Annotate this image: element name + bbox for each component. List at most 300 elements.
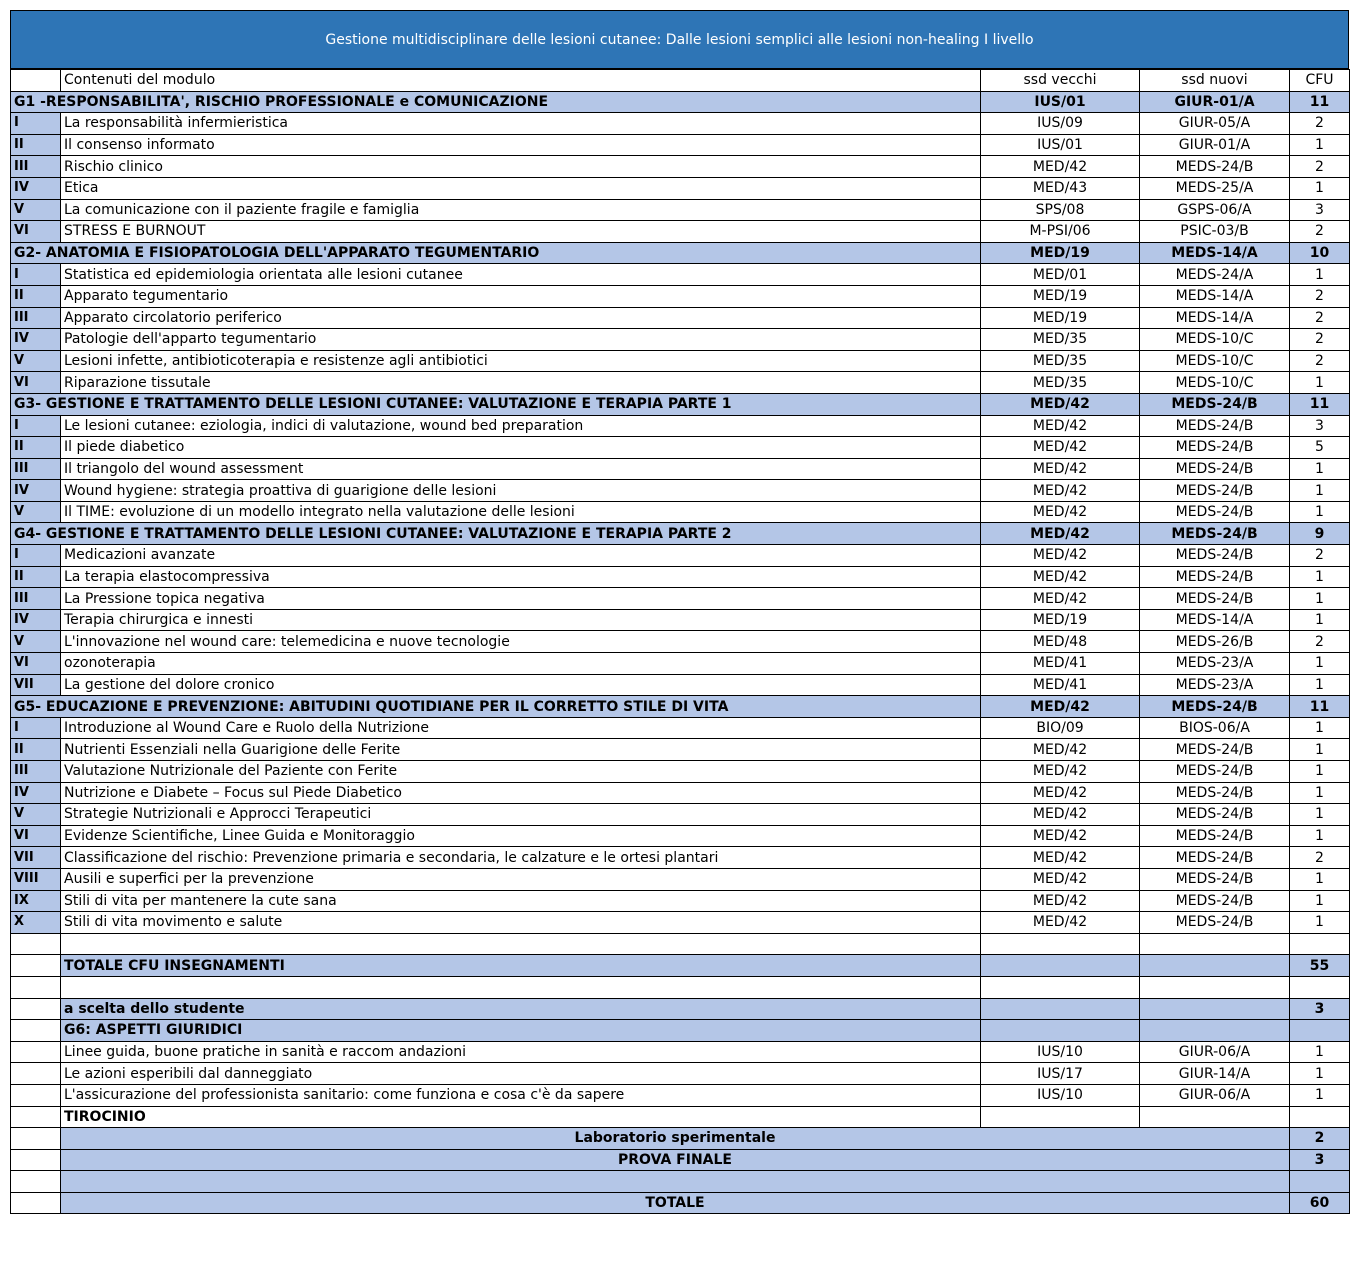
cfu-cell: 1 bbox=[1290, 739, 1350, 761]
row-label: Lesioni infette, antibioticoterapia e resistenze agli antibiotici bbox=[61, 350, 981, 372]
ssd-vecchi-cell: MED/42 bbox=[981, 761, 1140, 783]
ssd-vecchi-cell: MED/42 bbox=[981, 868, 1140, 890]
row-label: Stili di vita movimento e salute bbox=[61, 912, 981, 934]
table-row bbox=[11, 588, 1350, 610]
ssd-nuovi-cell: PSIC-03/B bbox=[1140, 221, 1290, 243]
row-label: Medicazioni avanzate bbox=[61, 545, 981, 567]
cfu-cell: 2 bbox=[1290, 350, 1350, 372]
ssd-vecchi-cell: MED/42 bbox=[981, 393, 1140, 415]
table-row bbox=[11, 1192, 1350, 1214]
row-label: STRESS E BURNOUT bbox=[61, 221, 981, 243]
table-row bbox=[11, 415, 1350, 437]
ssd-vecchi-cell: MED/43 bbox=[981, 177, 1140, 199]
table-row bbox=[11, 804, 1350, 826]
cfu-cell bbox=[1290, 1171, 1350, 1193]
ssd-vecchi-cell bbox=[981, 1106, 1140, 1128]
cfu-cell: 1 bbox=[1290, 761, 1350, 783]
row-number: X bbox=[11, 912, 61, 934]
cfu-cell bbox=[1290, 933, 1350, 955]
ssd-nuovi-cell: MEDS-14/A bbox=[1140, 285, 1290, 307]
table-row bbox=[11, 1171, 1350, 1193]
row-label: L'innovazione nel wound care: telemedicina e nuove tecnologie bbox=[61, 631, 981, 653]
ssd-nuovi-cell bbox=[1140, 1106, 1290, 1128]
row-number: VI bbox=[11, 653, 61, 675]
row-label bbox=[61, 976, 981, 998]
table-row bbox=[11, 242, 1350, 264]
row-number: IV bbox=[11, 782, 61, 804]
table-row bbox=[11, 825, 1350, 847]
ssd-nuovi-cell: MEDS-24/A bbox=[1140, 264, 1290, 286]
table-row bbox=[11, 1063, 1350, 1085]
table-row bbox=[11, 350, 1350, 372]
header-ssd-vecchi: ssd vecchi bbox=[981, 70, 1140, 92]
table-row bbox=[11, 480, 1350, 502]
row-label: La Pressione topica negativa bbox=[61, 588, 981, 610]
ssd-nuovi-cell bbox=[1140, 955, 1290, 977]
cfu-cell bbox=[1290, 1106, 1350, 1128]
ssd-nuovi-cell: MEDS-10/C bbox=[1140, 372, 1290, 394]
ssd-vecchi-cell: MED/35 bbox=[981, 329, 1140, 351]
ssd-nuovi-cell: BIOS-06/A bbox=[1140, 717, 1290, 739]
ssd-nuovi-cell: GIUR-06/A bbox=[1140, 1041, 1290, 1063]
table-row bbox=[11, 199, 1350, 221]
row-label: Ausili e superfici per la prevenzione bbox=[61, 868, 981, 890]
row-number: II bbox=[11, 134, 61, 156]
cfu-cell: 1 bbox=[1290, 609, 1350, 631]
row-label: L'assicurazione del professionista sanitario: come funziona e cosa c'è da sapere bbox=[61, 1084, 981, 1106]
ssd-vecchi-cell: MED/42 bbox=[981, 847, 1140, 869]
cfu-cell: 1 bbox=[1290, 134, 1350, 156]
row-number: VII bbox=[11, 674, 61, 696]
ssd-nuovi-cell: MEDS-26/B bbox=[1140, 631, 1290, 653]
cfu-cell bbox=[1290, 1020, 1350, 1042]
ssd-vecchi-cell: IUS/10 bbox=[981, 1084, 1140, 1106]
row-label: La responsabilità infermieristica bbox=[61, 113, 981, 135]
header-ssd-nuovi: ssd nuovi bbox=[1140, 70, 1290, 92]
row-number bbox=[11, 955, 61, 977]
row-label: Il consenso informato bbox=[61, 134, 981, 156]
row-label: Wound hygiene: strategia proattiva di guarigione delle lesioni bbox=[61, 480, 981, 502]
row-label: Rischio clinico bbox=[61, 156, 981, 178]
table-row bbox=[11, 393, 1350, 415]
row-number: III bbox=[11, 588, 61, 610]
table-row bbox=[11, 933, 1350, 955]
cfu-cell: 9 bbox=[1290, 523, 1350, 545]
row-label: G5- EDUCAZIONE E PREVENZIONE: ABITUDINI QUOTIDIANE PER IL CORRETTO STILE DI VITA bbox=[11, 696, 981, 718]
row-number: III bbox=[11, 458, 61, 480]
ssd-vecchi-cell: IUS/01 bbox=[981, 91, 1140, 113]
ssd-vecchi-cell: SPS/08 bbox=[981, 199, 1140, 221]
ssd-nuovi-cell: MEDS-24/B bbox=[1140, 523, 1290, 545]
row-label: Il TIME: evoluzione di un modello integrato nella valutazione delle lesioni bbox=[61, 501, 981, 523]
row-label: La comunicazione con il paziente fragile e famiglia bbox=[61, 199, 981, 221]
ssd-nuovi-cell: MEDS-24/B bbox=[1140, 566, 1290, 588]
table-row bbox=[11, 113, 1350, 135]
table-row bbox=[11, 221, 1350, 243]
ssd-vecchi-cell bbox=[981, 998, 1140, 1020]
row-label: Stili di vita per mantenere la cute sana bbox=[61, 890, 981, 912]
row-number: VI bbox=[11, 221, 61, 243]
row-label: TOTALE bbox=[61, 1192, 1290, 1214]
ssd-vecchi-cell: MED/42 bbox=[981, 588, 1140, 610]
ssd-nuovi-cell: GSPS-06/A bbox=[1140, 199, 1290, 221]
ssd-nuovi-cell: MEDS-24/B bbox=[1140, 890, 1290, 912]
ssd-nuovi-cell: MEDS-24/B bbox=[1140, 739, 1290, 761]
ssd-vecchi-cell bbox=[981, 976, 1140, 998]
cfu-cell: 5 bbox=[1290, 437, 1350, 459]
table-row bbox=[11, 631, 1350, 653]
cfu-cell: 1 bbox=[1290, 177, 1350, 199]
ssd-vecchi-cell: MED/42 bbox=[981, 825, 1140, 847]
ssd-vecchi-cell: MED/19 bbox=[981, 242, 1140, 264]
table-row bbox=[11, 329, 1350, 351]
ssd-nuovi-cell: GIUR-14/A bbox=[1140, 1063, 1290, 1085]
table-row bbox=[11, 264, 1350, 286]
row-number: II bbox=[11, 285, 61, 307]
ssd-vecchi-cell: MED/19 bbox=[981, 609, 1140, 631]
ssd-vecchi-cell: MED/41 bbox=[981, 674, 1140, 696]
table-row bbox=[11, 437, 1350, 459]
table-row bbox=[11, 1106, 1350, 1128]
ssd-nuovi-cell: GIUR-06/A bbox=[1140, 1084, 1290, 1106]
row-number: IV bbox=[11, 177, 61, 199]
header-cfu: CFU bbox=[1290, 70, 1350, 92]
row-number: III bbox=[11, 307, 61, 329]
ssd-vecchi-cell: BIO/09 bbox=[981, 717, 1140, 739]
row-number: V bbox=[11, 804, 61, 826]
row-label: Il piede diabetico bbox=[61, 437, 981, 459]
row-label: La gestione del dolore cronico bbox=[61, 674, 981, 696]
row-label: TIROCINIO bbox=[61, 1106, 981, 1128]
row-number: VIII bbox=[11, 868, 61, 890]
row-label: a scelta dello studente bbox=[61, 998, 981, 1020]
ssd-nuovi-cell bbox=[1140, 998, 1290, 1020]
ssd-vecchi-cell: M-PSI/06 bbox=[981, 221, 1140, 243]
ssd-nuovi-cell: MEDS-24/B bbox=[1140, 393, 1290, 415]
ssd-nuovi-cell: MEDS-25/A bbox=[1140, 177, 1290, 199]
row-number: VII bbox=[11, 847, 61, 869]
cfu-cell: 1 bbox=[1290, 782, 1350, 804]
cfu-cell: 1 bbox=[1290, 458, 1350, 480]
row-label: Valutazione Nutrizionale del Paziente con Ferite bbox=[61, 761, 981, 783]
row-label: Classificazione del rischio: Prevenzione primaria e secondaria, le calzature e le ortesi plantari bbox=[61, 847, 981, 869]
cfu-cell: 2 bbox=[1290, 329, 1350, 351]
row-label: G6: ASPETTI GIURIDICI bbox=[61, 1020, 981, 1042]
row-number: V bbox=[11, 631, 61, 653]
row-label: Linee guida, buone pratiche in sanità e raccom andazioni bbox=[61, 1041, 981, 1063]
ssd-nuovi-cell: MEDS-24/B bbox=[1140, 696, 1290, 718]
ssd-nuovi-cell: MEDS-24/B bbox=[1140, 804, 1290, 826]
row-number: II bbox=[11, 437, 61, 459]
cfu-cell: 2 bbox=[1290, 285, 1350, 307]
ssd-vecchi-cell: IUS/09 bbox=[981, 113, 1140, 135]
ssd-vecchi-cell: MED/42 bbox=[981, 437, 1140, 459]
ssd-nuovi-cell bbox=[1140, 976, 1290, 998]
cfu-cell: 2 bbox=[1290, 1128, 1350, 1150]
table-row bbox=[11, 458, 1350, 480]
row-number: V bbox=[11, 350, 61, 372]
row-label: ozonoterapia bbox=[61, 653, 981, 675]
ssd-nuovi-cell: MEDS-24/B bbox=[1140, 761, 1290, 783]
ssd-nuovi-cell: MEDS-24/B bbox=[1140, 868, 1290, 890]
ssd-nuovi-cell: MEDS-24/B bbox=[1140, 501, 1290, 523]
cfu-cell bbox=[1290, 976, 1350, 998]
row-number: VI bbox=[11, 372, 61, 394]
row-number: V bbox=[11, 501, 61, 523]
row-label: Strategie Nutrizionali e Approcci Terapeutici bbox=[61, 804, 981, 826]
row-label: Le lesioni cutanee: eziologia, indici di valutazione, wound bed preparation bbox=[61, 415, 981, 437]
cfu-cell: 2 bbox=[1290, 113, 1350, 135]
cfu-cell: 1 bbox=[1290, 264, 1350, 286]
cfu-cell: 11 bbox=[1290, 696, 1350, 718]
row-label: G3- GESTIONE E TRATTAMENTO DELLE LESIONI CUTANEE: VALUTAZIONE E TERAPIA PARTE 1 bbox=[11, 393, 981, 415]
table-row bbox=[11, 912, 1350, 934]
ssd-vecchi-cell bbox=[981, 955, 1140, 977]
row-number: IX bbox=[11, 890, 61, 912]
ssd-vecchi-cell: MED/42 bbox=[981, 890, 1140, 912]
cfu-cell: 1 bbox=[1290, 1041, 1350, 1063]
ssd-vecchi-cell: IUS/17 bbox=[981, 1063, 1140, 1085]
ssd-nuovi-cell: MEDS-24/B bbox=[1140, 912, 1290, 934]
row-label: Introduzione al Wound Care e Ruolo della Nutrizione bbox=[61, 717, 981, 739]
table-row bbox=[11, 653, 1350, 675]
ssd-nuovi-cell: GIUR-05/A bbox=[1140, 113, 1290, 135]
table-row bbox=[11, 868, 1350, 890]
header-num bbox=[11, 70, 61, 92]
row-number bbox=[11, 1084, 61, 1106]
row-label: Etica bbox=[61, 177, 981, 199]
row-number bbox=[11, 933, 61, 955]
row-number bbox=[11, 998, 61, 1020]
ssd-vecchi-cell: MED/41 bbox=[981, 653, 1140, 675]
cfu-cell: 3 bbox=[1290, 415, 1350, 437]
table-row bbox=[11, 609, 1350, 631]
table-row bbox=[11, 566, 1350, 588]
row-number bbox=[11, 1106, 61, 1128]
ssd-vecchi-cell: MED/42 bbox=[981, 545, 1140, 567]
table-row bbox=[11, 1020, 1350, 1042]
ssd-vecchi-cell: MED/01 bbox=[981, 264, 1140, 286]
ssd-vecchi-cell: IUS/01 bbox=[981, 134, 1140, 156]
ssd-nuovi-cell bbox=[1140, 933, 1290, 955]
header-row bbox=[11, 70, 1350, 92]
row-label: TOTALE CFU INSEGNAMENTI bbox=[61, 955, 981, 977]
row-number: I bbox=[11, 415, 61, 437]
ssd-vecchi-cell: MED/42 bbox=[981, 912, 1140, 934]
cfu-cell: 3 bbox=[1290, 199, 1350, 221]
table-row bbox=[11, 372, 1350, 394]
row-label: Patologie dell'apparto tegumentario bbox=[61, 329, 981, 351]
row-number bbox=[11, 976, 61, 998]
ssd-nuovi-cell: MEDS-24/B bbox=[1140, 782, 1290, 804]
ssd-nuovi-cell: MEDS-10/C bbox=[1140, 329, 1290, 351]
cfu-cell: 55 bbox=[1290, 955, 1350, 977]
table-row bbox=[11, 955, 1350, 977]
cfu-cell: 1 bbox=[1290, 912, 1350, 934]
ssd-nuovi-cell: GIUR-01/A bbox=[1140, 134, 1290, 156]
ssd-nuovi-cell: MEDS-14/A bbox=[1140, 242, 1290, 264]
ssd-nuovi-cell: MEDS-14/A bbox=[1140, 609, 1290, 631]
ssd-vecchi-cell: MED/42 bbox=[981, 739, 1140, 761]
ssd-vecchi-cell: MED/42 bbox=[981, 523, 1140, 545]
table-row bbox=[11, 739, 1350, 761]
ssd-nuovi-cell: MEDS-24/B bbox=[1140, 825, 1290, 847]
row-label: G4- GESTIONE E TRATTAMENTO DELLE LESIONI CUTANEE: VALUTAZIONE E TERAPIA PARTE 2 bbox=[11, 523, 981, 545]
row-number: VI bbox=[11, 825, 61, 847]
cfu-cell: 2 bbox=[1290, 631, 1350, 653]
row-label: Nutrizione e Diabete – Focus sul Piede Diabetico bbox=[61, 782, 981, 804]
row-label: Nutrienti Essenziali nella Guarigione delle Ferite bbox=[61, 739, 981, 761]
ssd-nuovi-cell: MEDS-23/A bbox=[1140, 653, 1290, 675]
row-number: I bbox=[11, 264, 61, 286]
cfu-cell: 10 bbox=[1290, 242, 1350, 264]
table-row bbox=[11, 501, 1350, 523]
ssd-vecchi-cell: MED/42 bbox=[981, 480, 1140, 502]
table-row bbox=[11, 1149, 1350, 1171]
cfu-cell: 2 bbox=[1290, 307, 1350, 329]
table-row bbox=[11, 976, 1350, 998]
ssd-nuovi-cell: MEDS-14/A bbox=[1140, 307, 1290, 329]
table-row bbox=[11, 782, 1350, 804]
ssd-nuovi-cell: MEDS-24/B bbox=[1140, 847, 1290, 869]
table-row bbox=[11, 696, 1350, 718]
row-number: I bbox=[11, 717, 61, 739]
row-number bbox=[11, 1171, 61, 1193]
table-row bbox=[11, 156, 1350, 178]
table-row bbox=[11, 177, 1350, 199]
ssd-vecchi-cell: MED/42 bbox=[981, 501, 1140, 523]
row-number: I bbox=[11, 545, 61, 567]
row-number: III bbox=[11, 156, 61, 178]
ssd-vecchi-cell: MED/42 bbox=[981, 566, 1140, 588]
table-row bbox=[11, 545, 1350, 567]
row-number: III bbox=[11, 761, 61, 783]
row-label: Il triangolo del wound assessment bbox=[61, 458, 981, 480]
cfu-cell: 11 bbox=[1290, 393, 1350, 415]
row-number: II bbox=[11, 566, 61, 588]
row-label: Apparato tegumentario bbox=[61, 285, 981, 307]
table-row bbox=[11, 998, 1350, 1020]
cfu-cell: 1 bbox=[1290, 717, 1350, 739]
row-label: G1 -RESPONSABILITA', RISCHIO PROFESSIONALE e COMUNICAZIONE bbox=[11, 91, 981, 113]
cfu-cell: 1 bbox=[1290, 501, 1350, 523]
row-number bbox=[11, 1192, 61, 1214]
cfu-cell: 1 bbox=[1290, 566, 1350, 588]
ssd-nuovi-cell: MEDS-24/B bbox=[1140, 437, 1290, 459]
ssd-vecchi-cell: MED/42 bbox=[981, 804, 1140, 826]
row-number bbox=[11, 1020, 61, 1042]
ssd-vecchi-cell: MED/42 bbox=[981, 782, 1140, 804]
row-number bbox=[11, 1128, 61, 1150]
ssd-nuovi-cell: MEDS-24/B bbox=[1140, 156, 1290, 178]
ssd-nuovi-cell: MEDS-10/C bbox=[1140, 350, 1290, 372]
row-label: Laboratorio sperimentale bbox=[61, 1128, 1290, 1150]
curriculum-table bbox=[10, 69, 1350, 1214]
row-label bbox=[61, 933, 981, 955]
table-row bbox=[11, 134, 1350, 156]
row-label: PROVA FINALE bbox=[61, 1149, 1290, 1171]
row-label: Terapia chirurgica e innesti bbox=[61, 609, 981, 631]
cfu-cell: 11 bbox=[1290, 91, 1350, 113]
ssd-vecchi-cell: MED/42 bbox=[981, 156, 1140, 178]
cfu-cell: 1 bbox=[1290, 890, 1350, 912]
row-label: Apparato circolatorio periferico bbox=[61, 307, 981, 329]
cfu-cell: 1 bbox=[1290, 674, 1350, 696]
ssd-vecchi-cell: MED/19 bbox=[981, 307, 1140, 329]
cfu-cell: 2 bbox=[1290, 221, 1350, 243]
table-row bbox=[11, 890, 1350, 912]
row-label: Statistica ed epidemiologia orientata alle lesioni cutanee bbox=[61, 264, 981, 286]
ssd-vecchi-cell: MED/42 bbox=[981, 458, 1140, 480]
cfu-cell: 1 bbox=[1290, 1063, 1350, 1085]
table-title: Gestione multidisciplinare delle lesioni cutanee: Dalle lesioni semplici alle lesioni non-healing I livello bbox=[10, 10, 1349, 69]
row-number: V bbox=[11, 199, 61, 221]
row-number: IV bbox=[11, 329, 61, 351]
cfu-cell: 1 bbox=[1290, 1084, 1350, 1106]
row-number bbox=[11, 1149, 61, 1171]
table-row bbox=[11, 1084, 1350, 1106]
table-row bbox=[11, 761, 1350, 783]
table-row bbox=[11, 1041, 1350, 1063]
ssd-nuovi-cell: MEDS-24/B bbox=[1140, 545, 1290, 567]
ssd-vecchi-cell: MED/42 bbox=[981, 415, 1140, 437]
row-number: IV bbox=[11, 609, 61, 631]
cfu-cell: 2 bbox=[1290, 156, 1350, 178]
row-number: I bbox=[11, 113, 61, 135]
ssd-nuovi-cell: MEDS-24/B bbox=[1140, 588, 1290, 610]
ssd-nuovi-cell: MEDS-24/B bbox=[1140, 415, 1290, 437]
ssd-nuovi-cell: GIUR-01/A bbox=[1140, 91, 1290, 113]
row-label: G2- ANATOMIA E FISIOPATOLOGIA DELL'APPARATO TEGUMENTARIO bbox=[11, 242, 981, 264]
row-label bbox=[61, 1171, 1290, 1193]
row-label: Le azioni esperibili dal danneggiato bbox=[61, 1063, 981, 1085]
cfu-cell: 2 bbox=[1290, 545, 1350, 567]
table-row bbox=[11, 1128, 1350, 1150]
ssd-vecchi-cell: MED/35 bbox=[981, 372, 1140, 394]
cfu-cell: 1 bbox=[1290, 804, 1350, 826]
ssd-nuovi-cell: MEDS-24/B bbox=[1140, 458, 1290, 480]
ssd-vecchi-cell: MED/42 bbox=[981, 696, 1140, 718]
cfu-cell: 3 bbox=[1290, 1149, 1350, 1171]
row-label: Evidenze Scientifiche, Linee Guida e Monitoraggio bbox=[61, 825, 981, 847]
table-row bbox=[11, 674, 1350, 696]
cfu-cell: 1 bbox=[1290, 372, 1350, 394]
table-row bbox=[11, 285, 1350, 307]
cfu-cell: 2 bbox=[1290, 847, 1350, 869]
ssd-vecchi-cell: MED/35 bbox=[981, 350, 1140, 372]
cfu-cell: 1 bbox=[1290, 868, 1350, 890]
ssd-vecchi-cell bbox=[981, 933, 1140, 955]
ssd-vecchi-cell: IUS/10 bbox=[981, 1041, 1140, 1063]
cfu-cell: 1 bbox=[1290, 588, 1350, 610]
cfu-cell: 3 bbox=[1290, 998, 1350, 1020]
cfu-cell: 1 bbox=[1290, 653, 1350, 675]
ssd-vecchi-cell: MED/19 bbox=[981, 285, 1140, 307]
spreadsheet bbox=[10, 10, 1349, 1214]
row-number bbox=[11, 1063, 61, 1085]
table-row bbox=[11, 717, 1350, 739]
row-label: Riparazione tissutale bbox=[61, 372, 981, 394]
table-row bbox=[11, 307, 1350, 329]
row-number bbox=[11, 1041, 61, 1063]
table-row bbox=[11, 847, 1350, 869]
cfu-cell: 1 bbox=[1290, 480, 1350, 502]
row-number: IV bbox=[11, 480, 61, 502]
table-row bbox=[11, 523, 1350, 545]
row-number: II bbox=[11, 739, 61, 761]
table-row bbox=[11, 91, 1350, 113]
ssd-vecchi-cell bbox=[981, 1020, 1140, 1042]
